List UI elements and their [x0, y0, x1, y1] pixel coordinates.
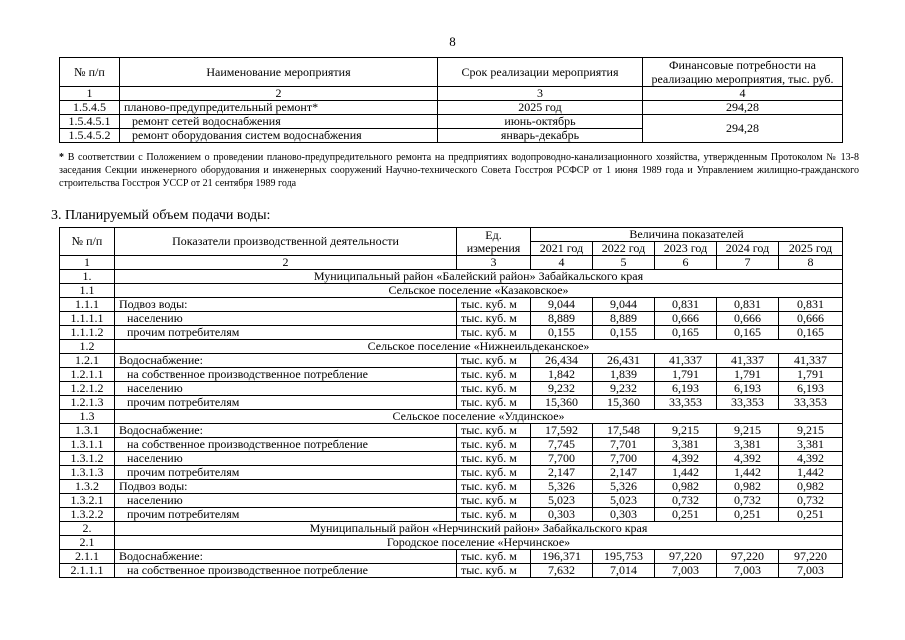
- col-number: 6: [655, 256, 717, 270]
- col-number: 1: [60, 256, 115, 270]
- header-year: 2022 год: [593, 242, 655, 256]
- row-num: 2.1.1.1: [60, 564, 115, 578]
- header-year: 2025 год: [779, 242, 843, 256]
- value-cell: 0,251: [655, 508, 717, 522]
- activity-cost: 294,28: [643, 101, 843, 115]
- value-cell: 17,548: [593, 424, 655, 438]
- table-row: [60, 312, 843, 326]
- table-row: [60, 424, 843, 438]
- value-cell: 0,666: [779, 312, 843, 326]
- indicator-name: прочим потребителям: [115, 466, 457, 480]
- value-cell: 7,701: [593, 438, 655, 452]
- indicator-name: Подвоз воды:: [115, 298, 457, 312]
- value-cell: 9,232: [593, 382, 655, 396]
- value-cell: 41,337: [779, 354, 843, 368]
- group-title: Сельское поселение «Казаковское»: [115, 284, 843, 298]
- value-cell: 0,155: [593, 326, 655, 340]
- value-cell: 2,147: [593, 466, 655, 480]
- value-cell: 1,791: [717, 368, 779, 382]
- value-cell: 9,215: [717, 424, 779, 438]
- indicator-name: на собственное производственное потребление: [115, 564, 457, 578]
- col-number: 3: [438, 87, 643, 101]
- row-num: 1.3.1.3: [60, 466, 115, 480]
- col-number: 5: [593, 256, 655, 270]
- table-row: [60, 466, 843, 480]
- activity-name: ремонт сетей водоснабжения: [120, 115, 438, 129]
- value-cell: 7,003: [717, 564, 779, 578]
- value-cell: 0,982: [655, 480, 717, 494]
- table-row: [60, 115, 843, 129]
- value-cell: 0,666: [717, 312, 779, 326]
- table-row: [60, 494, 843, 508]
- row-num: 1.1.1.1: [60, 312, 115, 326]
- header-num: № п/п: [60, 58, 120, 87]
- value-cell: 97,220: [655, 550, 717, 564]
- indicator-name: на собственное производственное потребление: [115, 368, 457, 382]
- header-values: Величина показателей: [531, 228, 843, 242]
- col-number: 2: [120, 87, 438, 101]
- value-cell: 5,326: [531, 480, 593, 494]
- row-num: 1.5.4.5.1: [60, 115, 120, 129]
- col-number: 4: [643, 87, 843, 101]
- indicator-name: на собственное производственное потребление: [115, 438, 457, 452]
- value-cell: 0,303: [531, 508, 593, 522]
- header-activity-name: Наименование мероприятия: [120, 58, 438, 87]
- table-row: [60, 326, 843, 340]
- group-row: [60, 410, 843, 424]
- value-cell: 1,842: [531, 368, 593, 382]
- table-row: [60, 438, 843, 452]
- indicator-name: Водоснабжение:: [115, 550, 457, 564]
- header-year: 2021 год: [531, 242, 593, 256]
- value-cell: 3,381: [779, 438, 843, 452]
- value-cell: 7,003: [779, 564, 843, 578]
- unit: тыс. куб. м: [457, 466, 531, 480]
- value-cell: 0,165: [717, 326, 779, 340]
- table-row: [60, 564, 843, 578]
- row-num: 1.3.1: [60, 424, 115, 438]
- value-cell: 0,155: [531, 326, 593, 340]
- group-row: [60, 340, 843, 354]
- activity-term: 2025 год: [438, 101, 643, 115]
- indicator-name: населению: [115, 494, 457, 508]
- value-cell: 5,326: [593, 480, 655, 494]
- value-cell: 26,431: [593, 354, 655, 368]
- value-cell: 97,220: [779, 550, 843, 564]
- value-cell: 0,732: [717, 494, 779, 508]
- table1-header-row: [60, 58, 843, 87]
- indicator-name: прочим потребителям: [115, 396, 457, 410]
- unit: тыс. куб. м: [457, 564, 531, 578]
- value-cell: 0,982: [717, 480, 779, 494]
- unit: тыс. куб. м: [457, 312, 531, 326]
- page-number: 8: [449, 34, 456, 49]
- value-cell: 0,251: [717, 508, 779, 522]
- header-indicator: Показатели производственной деятельности: [115, 228, 457, 256]
- table-row: [60, 101, 843, 115]
- value-cell: 1,839: [593, 368, 655, 382]
- row-num: 1.3: [60, 410, 115, 424]
- indicator-name: Подвоз воды:: [115, 480, 457, 494]
- row-num: 1.2.1: [60, 354, 115, 368]
- activity-term: январь-декабрь: [438, 129, 643, 143]
- header-financing: Финансовые потребности на реализацию мероприятия, тыс. руб.: [643, 58, 843, 87]
- header-year: 2024 год: [717, 242, 779, 256]
- table-row: [60, 382, 843, 396]
- value-cell: 6,193: [717, 382, 779, 396]
- value-cell: 0,732: [779, 494, 843, 508]
- col-number: 8: [779, 256, 843, 270]
- value-cell: 1,791: [779, 368, 843, 382]
- value-cell: 7,003: [655, 564, 717, 578]
- row-num: 1.2.1.2: [60, 382, 115, 396]
- indicator-name: населению: [115, 382, 457, 396]
- group-title: Муниципальный район «Нерчинский район» Забайкальского края: [115, 522, 843, 536]
- header-year: 2023 год: [655, 242, 717, 256]
- water-supply-table: [59, 227, 843, 578]
- group-row: [60, 522, 843, 536]
- unit: тыс. куб. м: [457, 550, 531, 564]
- value-cell: 15,360: [593, 396, 655, 410]
- table-row: [60, 480, 843, 494]
- value-cell: 26,434: [531, 354, 593, 368]
- table-row: [60, 298, 843, 312]
- header-term: Срок реализации мероприятия: [438, 58, 643, 87]
- value-cell: 41,337: [717, 354, 779, 368]
- unit: тыс. куб. м: [457, 354, 531, 368]
- row-num: 2.: [60, 522, 115, 536]
- value-cell: 0,165: [655, 326, 717, 340]
- activity-name: планово-предупредительный ремонт*: [120, 101, 438, 115]
- col-number: 4: [531, 256, 593, 270]
- activity-term: июнь-октябрь: [438, 115, 643, 129]
- value-cell: 0,732: [655, 494, 717, 508]
- col-number: 7: [717, 256, 779, 270]
- section-title: 3. Планируемый объем подачи воды:: [51, 208, 271, 223]
- value-cell: 3,381: [717, 438, 779, 452]
- table2-header-row: [60, 228, 843, 242]
- unit: тыс. куб. м: [457, 298, 531, 312]
- row-num: 1.1: [60, 284, 115, 298]
- row-num: 1.5.4.5.2: [60, 129, 120, 143]
- value-cell: 1,442: [717, 466, 779, 480]
- activity-cost: 294,28: [643, 115, 843, 143]
- unit: тыс. куб. м: [457, 480, 531, 494]
- group-title: Сельское поселение «Улдинское»: [115, 410, 843, 424]
- footnote: [59, 151, 859, 190]
- group-title: Сельское поселение «Нижнеильдеканское»: [115, 340, 843, 354]
- row-num: 1.2.1.1: [60, 368, 115, 382]
- row-num: 1.3.1.2: [60, 452, 115, 466]
- value-cell: 4,392: [717, 452, 779, 466]
- footnote-star: *: [59, 152, 64, 163]
- value-cell: 33,353: [655, 396, 717, 410]
- row-num: 1.2.1.3: [60, 396, 115, 410]
- row-num: 1.1.1: [60, 298, 115, 312]
- row-num: 1.2: [60, 340, 115, 354]
- indicator-name: Водоснабжение:: [115, 354, 457, 368]
- value-cell: 4,392: [655, 452, 717, 466]
- value-cell: 195,753: [593, 550, 655, 564]
- value-cell: 0,831: [779, 298, 843, 312]
- header-num: № п/п: [60, 228, 115, 256]
- table-row: [60, 508, 843, 522]
- value-cell: 9,215: [655, 424, 717, 438]
- col-number: 2: [115, 256, 457, 270]
- table-row: [60, 368, 843, 382]
- row-num: 1.: [60, 270, 115, 284]
- unit: тыс. куб. м: [457, 368, 531, 382]
- value-cell: 7,700: [593, 452, 655, 466]
- footnote-text: В соответствии с Положением о проведении планово-предупредительного ремонта на предприятиях водопроводно-канализационного хозяйства, утвержденным Протоколом № 13-8 заседания Секции инженерного оборудования и инженерных сооружений Научно-технического Совета Госстроя РСФСР от 1 июня 1989 года и Управлением жилищно-гражданского строительства Госстроя УССР от 21 сентября 1989 года: [59, 152, 860, 189]
- indicator-name: населению: [115, 452, 457, 466]
- value-cell: 2,147: [531, 466, 593, 480]
- value-cell: 17,592: [531, 424, 593, 438]
- value-cell: 1,791: [655, 368, 717, 382]
- value-cell: 9,215: [779, 424, 843, 438]
- row-num: 1.3.2.2: [60, 508, 115, 522]
- value-cell: 8,889: [531, 312, 593, 326]
- value-cell: 4,392: [779, 452, 843, 466]
- row-num: 1.5.4.5: [60, 101, 120, 115]
- col-number: 1: [60, 87, 120, 101]
- table-row: [60, 452, 843, 466]
- value-cell: 0,831: [717, 298, 779, 312]
- value-cell: 33,353: [779, 396, 843, 410]
- unit: тыс. куб. м: [457, 396, 531, 410]
- value-cell: 9,044: [531, 298, 593, 312]
- unit: тыс. куб. м: [457, 508, 531, 522]
- value-cell: 97,220: [717, 550, 779, 564]
- group-title: Городское поселение «Нерчинское»: [115, 536, 843, 550]
- value-cell: 0,165: [779, 326, 843, 340]
- value-cell: 5,023: [593, 494, 655, 508]
- group-row: [60, 270, 843, 284]
- unit: тыс. куб. м: [457, 452, 531, 466]
- header-unit: Ед. измерения: [457, 228, 531, 256]
- unit: тыс. куб. м: [457, 424, 531, 438]
- value-cell: 0,982: [779, 480, 843, 494]
- value-cell: 7,745: [531, 438, 593, 452]
- indicator-name: населению: [115, 312, 457, 326]
- table2-colnum-row: [60, 256, 843, 270]
- value-cell: 9,232: [531, 382, 593, 396]
- value-cell: 15,360: [531, 396, 593, 410]
- col-number: 3: [457, 256, 531, 270]
- table-row: [60, 396, 843, 410]
- value-cell: 9,044: [593, 298, 655, 312]
- row-num: 1.3.2.1: [60, 494, 115, 508]
- indicator-name: прочим потребителям: [115, 326, 457, 340]
- value-cell: 0,831: [655, 298, 717, 312]
- value-cell: 7,014: [593, 564, 655, 578]
- value-cell: 0,666: [655, 312, 717, 326]
- row-num: 1.3.1.1: [60, 438, 115, 452]
- value-cell: 7,700: [531, 452, 593, 466]
- group-title: Муниципальный район «Балейский район» Забайкальского края: [115, 270, 843, 284]
- row-num: 1.3.2: [60, 480, 115, 494]
- table-row: [60, 550, 843, 564]
- value-cell: 5,023: [531, 494, 593, 508]
- indicator-name: прочим потребителям: [115, 508, 457, 522]
- value-cell: 33,353: [717, 396, 779, 410]
- row-num: 2.1: [60, 536, 115, 550]
- unit: тыс. куб. м: [457, 326, 531, 340]
- group-row: [60, 536, 843, 550]
- row-num: 2.1.1: [60, 550, 115, 564]
- unit: тыс. куб. м: [457, 438, 531, 452]
- value-cell: 41,337: [655, 354, 717, 368]
- value-cell: 8,889: [593, 312, 655, 326]
- value-cell: 6,193: [655, 382, 717, 396]
- row-num: 1.1.1.2: [60, 326, 115, 340]
- unit: тыс. куб. м: [457, 382, 531, 396]
- value-cell: 1,442: [779, 466, 843, 480]
- indicator-name: Водоснабжение:: [115, 424, 457, 438]
- value-cell: 1,442: [655, 466, 717, 480]
- value-cell: 196,371: [531, 550, 593, 564]
- unit: тыс. куб. м: [457, 494, 531, 508]
- activity-name: ремонт оборудования систем водоснабжения: [120, 129, 438, 143]
- activities-table: [59, 57, 843, 143]
- value-cell: 3,381: [655, 438, 717, 452]
- value-cell: 0,303: [593, 508, 655, 522]
- table-row: [60, 354, 843, 368]
- value-cell: 6,193: [779, 382, 843, 396]
- table1-colnum-row: [60, 87, 843, 101]
- value-cell: 7,632: [531, 564, 593, 578]
- value-cell: 0,251: [779, 508, 843, 522]
- group-row: [60, 284, 843, 298]
